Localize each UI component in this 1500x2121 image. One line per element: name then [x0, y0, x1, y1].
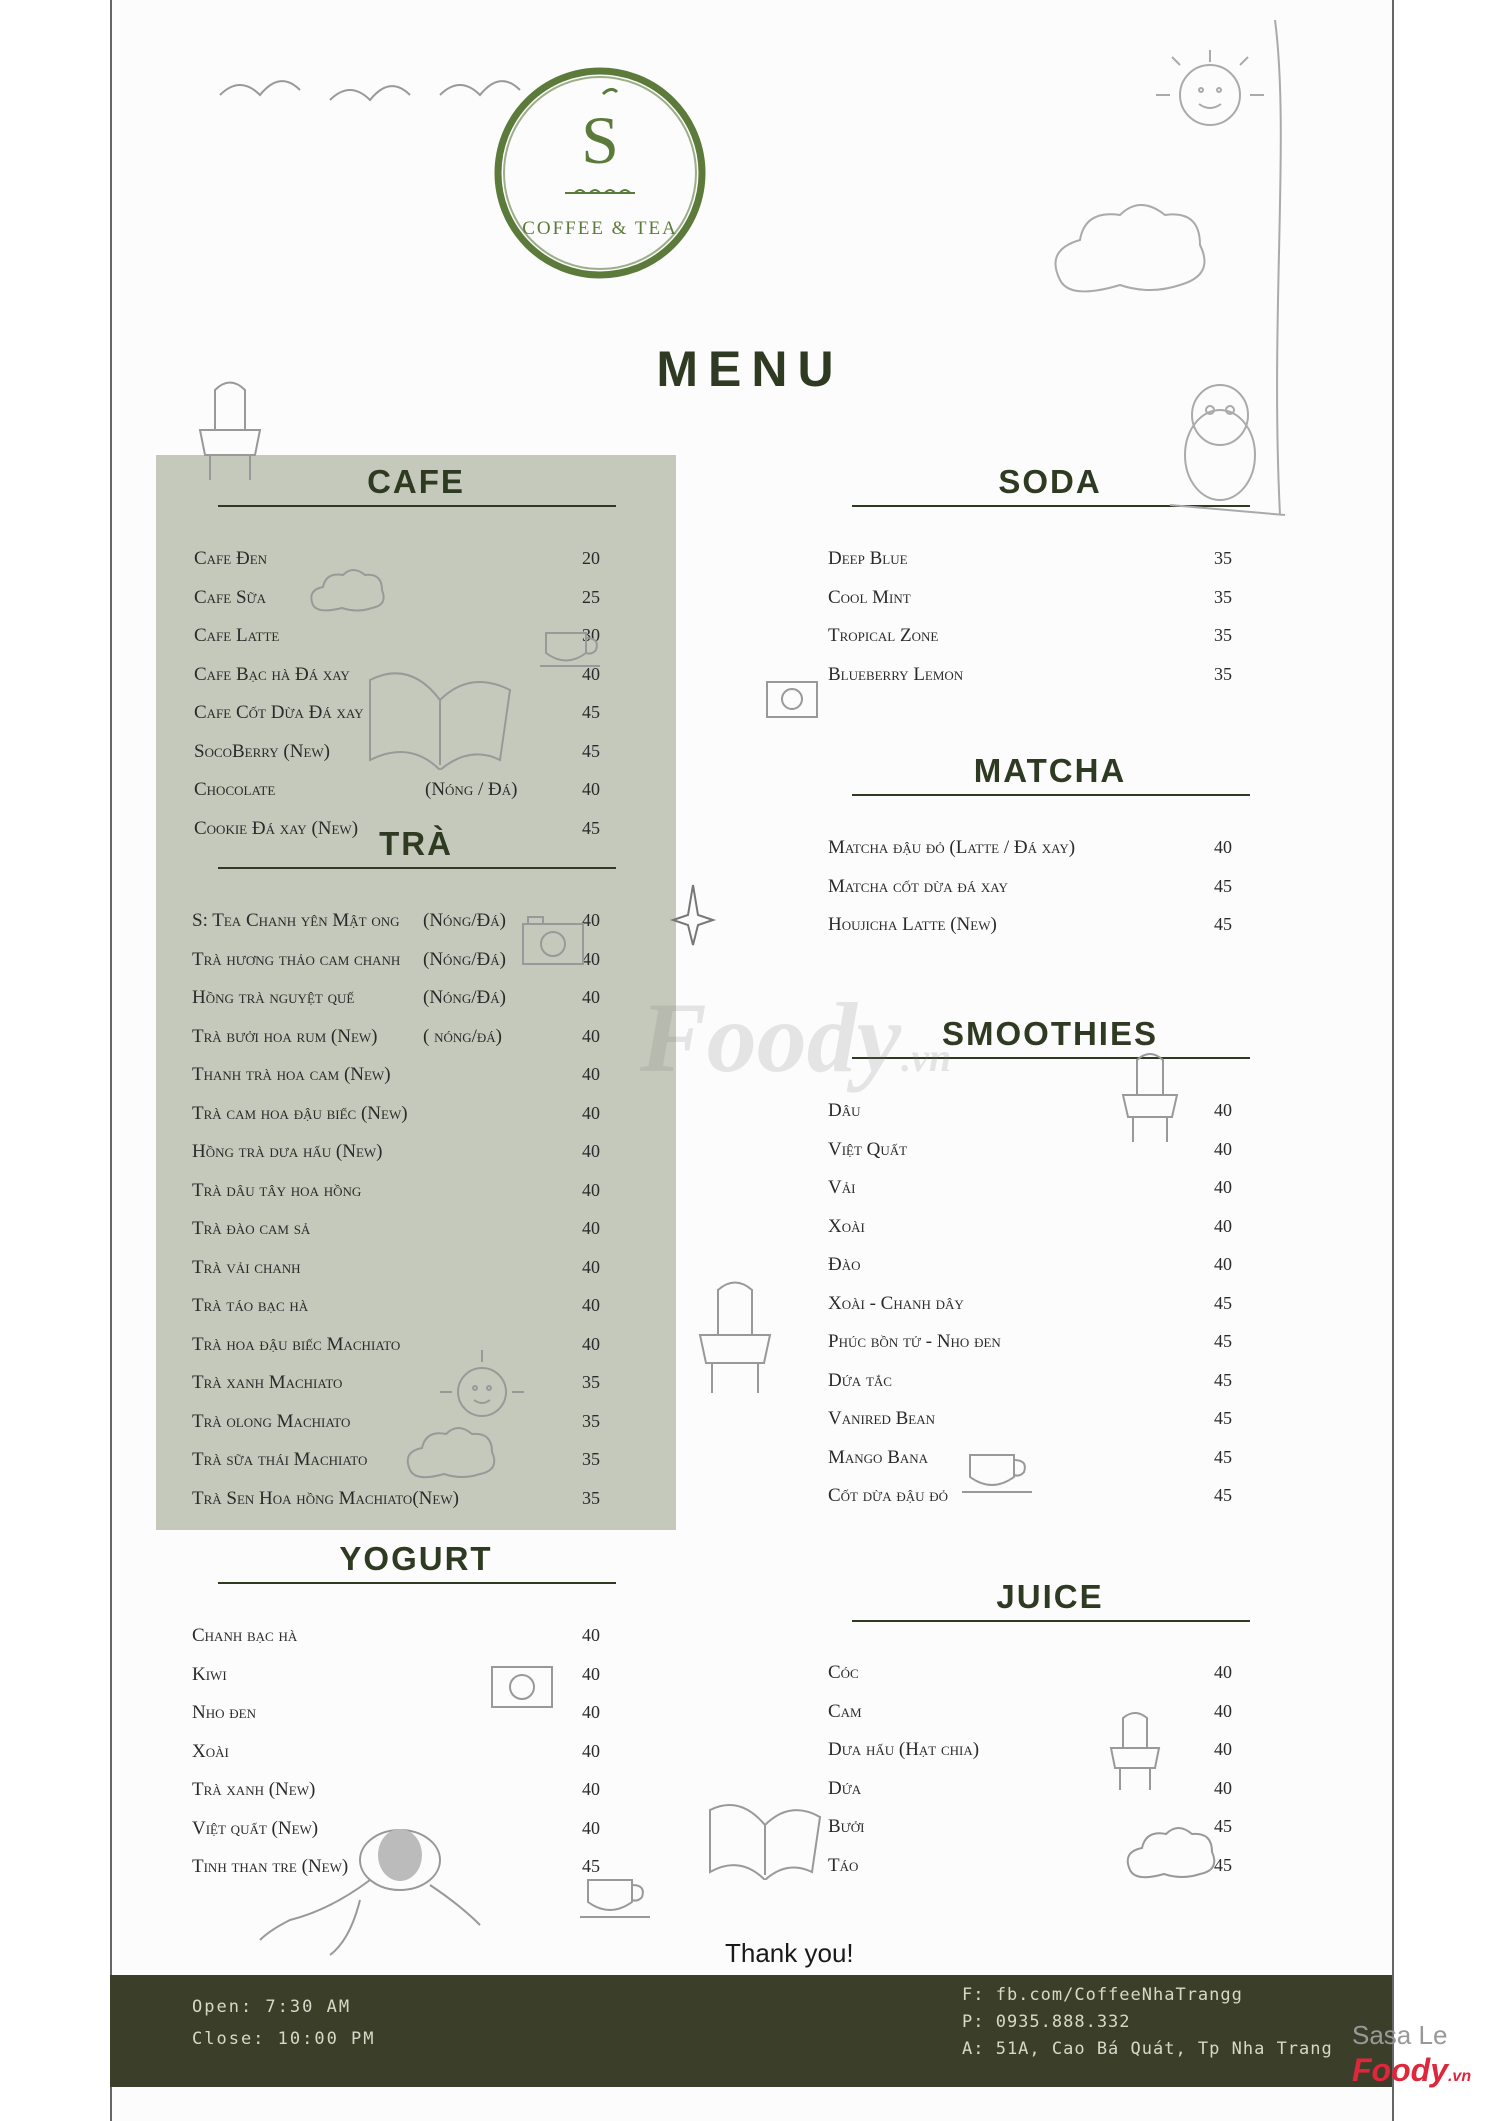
- menu-item-note: (Nóng / Đá): [425, 779, 518, 800]
- menu-item-name: Deep Blue: [828, 548, 908, 569]
- menu-item-price: 35: [582, 1410, 600, 1431]
- menu-item-name: Cafe Sữa: [194, 586, 267, 608]
- menu-item-price: 45: [1214, 1854, 1232, 1875]
- menu-item-price: 40: [1214, 1777, 1232, 1798]
- menu-item-price: 40: [582, 1295, 600, 1315]
- menu-item-name: Cam: [828, 1700, 862, 1722]
- menu-item-name: Tinh than tre (New): [192, 1856, 349, 1877]
- menu-item-price: 35: [582, 1449, 600, 1469]
- menu-item-price: 40: [582, 1702, 600, 1722]
- menu-item-name: Trà Sen Hoa hồng Machiato(New): [192, 1487, 459, 1509]
- cup-smoothie-doodle: [960, 1450, 1040, 1500]
- menu-item-price: 40: [1214, 837, 1232, 857]
- birds-doodle: [210, 55, 570, 135]
- photo-credit-site: Foody.vn: [1352, 2052, 1472, 2088]
- section-title-yogurt: YOGURT: [339, 1540, 493, 1577]
- menu-item-price: 45: [1214, 1446, 1232, 1467]
- menu-item-name: S: Tea Chanh yên Mật ong: [192, 910, 400, 931]
- section-underline-yogurt: [218, 1582, 616, 1584]
- menu-item-name: Đào: [828, 1254, 861, 1275]
- menu-item-price: 40: [582, 663, 600, 684]
- menu-item-name: Trà xanh Machiato: [192, 1372, 343, 1393]
- menu-item-name: Dứa tắc: [828, 1369, 892, 1391]
- section-title-soda: SODA: [998, 463, 1102, 500]
- menu-item-name: Trà xanh (New): [192, 1779, 316, 1800]
- menu-item-name: Bưởi: [828, 1816, 865, 1837]
- section-title-smoothies: SMOOTHIES: [941, 1015, 1159, 1052]
- menu-item-name: Nho đen: [192, 1702, 256, 1723]
- menu-item-name: Matcha đậu đỏ (Latte / Đá xay): [828, 837, 1076, 858]
- menu-item-name: Cookie Đá xay (New): [194, 817, 359, 839]
- menu-item-name: Trà hoa đậu biếc Machiato: [192, 1333, 401, 1355]
- menu-item-name: Trà dâu tây hoa hồng: [192, 1179, 362, 1201]
- menu-item-price: 40: [1214, 1739, 1232, 1759]
- dog-doodle: [250, 1800, 500, 1970]
- menu-item-price: 45: [582, 702, 600, 722]
- menu-item-price: 45: [1214, 1485, 1232, 1505]
- cactus-juice-doodle: [1105, 1710, 1165, 1795]
- section-underline-juice: [852, 1620, 1250, 1622]
- menu-item-note: (Nóng/Đá): [423, 910, 506, 931]
- menu-item-name: Dứa: [828, 1777, 862, 1799]
- camera-yogurt-doodle: [487, 1655, 557, 1715]
- menu-item-note: (Nóng/Đá): [423, 948, 506, 970]
- menu-item-price: 35: [582, 1372, 600, 1392]
- menu-item-price: 35: [1214, 586, 1232, 607]
- menu-item-price: 45: [1214, 1292, 1232, 1313]
- menu-item-name: Kiwi: [192, 1663, 227, 1685]
- menu-item-name: Hồng trà nguyệt quế: [192, 987, 355, 1008]
- menu-item-name: Vanired Bean: [828, 1408, 935, 1429]
- menu-item-name: Cool Mint: [828, 586, 911, 608]
- menu-item-name: Dâu: [828, 1100, 861, 1121]
- address: A: 51A, Cao Bá Quát, Tp Nha Trang: [962, 2039, 1333, 2059]
- section-underline-tra: [218, 867, 616, 869]
- cactus-doodle: [190, 370, 270, 485]
- menu-item-name: Chanh bạc hà: [192, 1625, 298, 1646]
- menu-item-name: Phúc bồn tử - Nho đen: [828, 1331, 1001, 1352]
- menu-item-price: 20: [582, 548, 600, 568]
- opening-hours: Open: 7:30 AM: [192, 1997, 352, 2017]
- menu-item-price: 45: [1214, 1816, 1232, 1836]
- menu-item-price: 40: [582, 1817, 600, 1838]
- menu-item-price: 40: [1214, 1662, 1232, 1682]
- menu-item-name: Trà sữa thái Machiato: [192, 1449, 368, 1470]
- menu-item-name: Cafe Latte: [194, 625, 280, 646]
- menu-item-price: 40: [582, 1625, 600, 1645]
- menu-item-name: Trà olong Machiato: [192, 1410, 351, 1432]
- menu-item-price: 40: [1214, 1177, 1232, 1197]
- menu-item-note: ( nóng/đá): [423, 1025, 503, 1047]
- menu-item-name: Hồng trà dưa hấu (New): [192, 1141, 383, 1162]
- book-doodle: [360, 650, 520, 770]
- menu-item-name: Thanh trà hoa cam (New): [192, 1064, 391, 1085]
- menu-item-price: 40: [582, 1740, 600, 1761]
- menu-item-price: 40: [582, 1102, 600, 1123]
- menu-item-price: 40: [582, 1663, 600, 1684]
- footer-bar: [110, 1975, 1392, 2087]
- menu-item-price: 40: [582, 1779, 600, 1799]
- closing-hours: Close: 10:00 PM: [192, 2029, 376, 2049]
- menu-item-name: Vải: [828, 1177, 856, 1198]
- menu-item-name: Việt Quất: [828, 1138, 908, 1160]
- menu-item-name: Xoài: [192, 1740, 229, 1762]
- menu-item-name: Xoài - Chanh dây: [828, 1292, 964, 1314]
- menu-item-price: 30: [582, 625, 600, 645]
- menu-item-name: Dưa hấu (Hạt chia): [828, 1739, 980, 1760]
- menu-item-price: 40: [582, 779, 600, 799]
- menu-item-name: Cóc: [828, 1662, 859, 1683]
- menu-item-name: Cafe Đen: [194, 548, 268, 569]
- menu-item-name: Táo: [828, 1854, 859, 1876]
- cloud-small-doodle: [400, 1425, 500, 1485]
- menu-item-price: 40: [1214, 1100, 1232, 1120]
- menu-item-price: 40: [582, 1179, 600, 1200]
- menu-item-name: Trà bưởi hoa rum (New): [192, 1025, 378, 1047]
- menu-item-price: 35: [1214, 663, 1232, 684]
- menu-item-price: 35: [582, 1487, 600, 1508]
- menu-item-name: Blueberry Lemon: [828, 663, 964, 685]
- menu-item-name: Trà táo bạc hà: [192, 1295, 309, 1316]
- menu-item-price: 40: [582, 1064, 600, 1084]
- swing-owl-doodle: [1150, 15, 1400, 535]
- section-underline-cafe: [218, 505, 616, 507]
- menu-item-name: Matcha cốt dừa đá xay: [828, 875, 1008, 897]
- section-title-juice: JUICE: [996, 1578, 1104, 1615]
- facebook-link[interactable]: F: fb.com/CoffeeNhaTrangg: [962, 1985, 1243, 2005]
- menu-item-name: Trà hương thảo cam chanh: [192, 948, 401, 970]
- menu-item-name: Mango Bana: [828, 1446, 929, 1468]
- menu-item-price: 40: [582, 1141, 600, 1161]
- menu-item-name: Trà cam hoa đậu biếc (New): [192, 1102, 408, 1124]
- menu-item-price: 40: [582, 1256, 600, 1277]
- menu-item-name: Xoài: [828, 1215, 865, 1237]
- menu-item-name: Tropical Zone: [828, 625, 939, 646]
- menu-item-name: Houjicha Latte (New): [828, 914, 997, 935]
- cactus-small-doodle: [690, 1275, 780, 1405]
- menu-item-name: Cafe Bạc hà Đá xay: [194, 663, 350, 685]
- camera-soda-doodle: [762, 672, 822, 722]
- section-title-matcha: MATCHA: [973, 752, 1127, 789]
- menu-item-price: 45: [1214, 875, 1232, 896]
- logo-initial: S: [581, 102, 619, 178]
- menu-item-price: 40: [1214, 1215, 1232, 1236]
- menu-item-price: 45: [582, 740, 600, 761]
- menu-item-price: 40: [582, 987, 600, 1007]
- menu-item-price: 45: [1214, 914, 1232, 934]
- menu-item-price: 45: [1214, 1331, 1232, 1351]
- menu-item-price: 45: [1214, 1408, 1232, 1428]
- menu-item-price: 40: [582, 1218, 600, 1238]
- section-title-tra: TRÀ: [379, 825, 453, 862]
- menu-item-price: 40: [582, 948, 600, 969]
- cup-doodle: [538, 628, 608, 673]
- menu-item-name: Việt quất (New): [192, 1817, 319, 1839]
- thank-you-text: Thank you!: [725, 1938, 854, 1968]
- menu-item-price: 45: [582, 817, 600, 838]
- foody-watermark: Foody.vn: [640, 982, 952, 1093]
- menu-item-name: Cafe Cốt Dừa Đá xay: [194, 702, 364, 723]
- cloud-juice-doodle: [1120, 1825, 1220, 1885]
- menu-item-price: 40: [582, 910, 600, 930]
- menu-item-price: 35: [1214, 548, 1232, 568]
- menu-item-price: 40: [1214, 1700, 1232, 1721]
- menu-item-price: 35: [1214, 625, 1232, 645]
- phone-number[interactable]: P: 0935.888.332: [962, 2012, 1131, 2032]
- menu-item-price: 40: [1214, 1138, 1232, 1159]
- menu-item-name: Chocolate: [194, 779, 276, 800]
- camera-doodle: [518, 912, 588, 972]
- cloud-cafe-doodle: [305, 565, 390, 620]
- photo-credit-author: Sasa Le: [1352, 2020, 1448, 2050]
- menu-item-price: 40: [582, 1333, 600, 1354]
- cup-yogurt-doodle: [578, 1875, 658, 1925]
- menu-item-name: Trà đào cam sả: [192, 1218, 311, 1239]
- section-underline-matcha: [852, 794, 1250, 796]
- section-title-cafe: CAFE: [367, 463, 465, 500]
- book-juice-doodle: [705, 1785, 825, 1880]
- cactus-smoothie-doodle: [1115, 1050, 1185, 1150]
- menu-item-name: Trà vải chanh: [192, 1256, 301, 1278]
- menu-item-price: 45: [582, 1856, 600, 1876]
- menu-item-price: 25: [582, 586, 600, 607]
- menu-item-name: Cốt dừa đậu đỏ: [828, 1485, 949, 1506]
- logo-tagline: COFFEE & TEA: [522, 218, 678, 239]
- menu-title: MENU: [656, 341, 844, 397]
- menu-item-price: 40: [582, 1025, 600, 1046]
- menu-item-price: 45: [1214, 1369, 1232, 1390]
- menu-item-note: (Nóng/Đá): [423, 987, 506, 1008]
- star-doodle: [668, 880, 718, 950]
- menu-item-name: SocoBerry (New): [194, 740, 330, 762]
- menu-item-price: 40: [1214, 1254, 1232, 1274]
